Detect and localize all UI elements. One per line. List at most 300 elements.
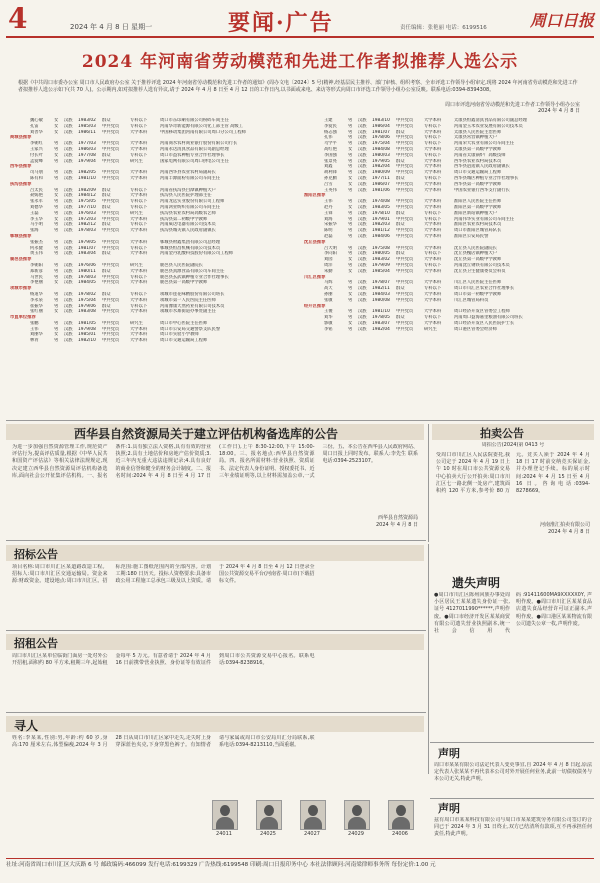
- xunren-text: 姓名:李某某,性别:男,年龄:约 60 岁,身高:170 厘米左右,体型偏瘦,2024 年 3 月 28 日从周口市川汇区家中走失,走失时上身穿深蓝色夹克,下身穿黑色裤子。有知情者请与家属或周口市公安局川汇分局联系,联系电话:0394-8213110,当面重谢。: [12, 735, 315, 749]
- candidate-cell: 河南沈丘钢铁有限公司技术员: [454, 262, 510, 268]
- candidate-cell: 河南荣大农业有限公司车间主任: [454, 141, 515, 147]
- photo-caption: 24027: [304, 831, 320, 837]
- candidate-cell: 1984/06: [372, 233, 390, 239]
- candidate-cell: 大学本科: [424, 245, 442, 251]
- candidate-cell: 郸城县恒昌机械有限公司技术员: [160, 245, 221, 251]
- candidate-cell: 专科以下: [130, 245, 148, 251]
- candidate-cell: 大学本科: [424, 233, 442, 239]
- candidate-cell: 女: [54, 152, 59, 158]
- candidate-cell: 1984/12: [78, 193, 96, 199]
- candidate-cell: 王磊: [30, 210, 39, 216]
- tender-title: 招标公告: [14, 548, 58, 561]
- candidate-cell: 李朝阳: [30, 262, 43, 268]
- page-header: [0, 0, 600, 38]
- candidate-cell: 男: [54, 239, 59, 245]
- candidate-cell: 专科以下: [424, 135, 442, 141]
- candidate-cell: 中共党员: [102, 158, 120, 164]
- candidate-cell: 群众: [102, 251, 111, 257]
- candidate-cell: 1976/06: [78, 262, 96, 268]
- candidate-cell: 1986/04: [372, 123, 390, 129]
- candidate-cell: 群众: [102, 193, 111, 199]
- candidate-cell: 汉族: [358, 251, 367, 257]
- candidate-cell: 1980/11: [78, 268, 96, 274]
- candidate-cell: 马辉: [324, 280, 333, 286]
- candidate-cell: 大学本科: [424, 164, 442, 170]
- candidate-cell: 汉族: [358, 233, 367, 239]
- candidate-cell: 大学本科: [424, 228, 442, 234]
- candidate-cell: 汉族: [64, 222, 73, 228]
- candidate-cell: 周口市益农种植专业合作社理事长: [160, 152, 225, 158]
- candidate-cell: 1984/08: [372, 146, 390, 152]
- candidate-cell: 中共党员: [396, 141, 414, 147]
- candidate-cell: 周口经济开发区管委会工程师: [454, 309, 510, 315]
- candidate-cell: 汉族: [64, 129, 73, 135]
- candidate-cell: 河南鸿业纺织有限公司车间主任: [160, 204, 221, 210]
- candidate-cell: 男: [348, 262, 353, 268]
- auction-text: 受周口市川汇区人民法院委托,我公司定于 2024 年 4 月 19 日上午 10 时在周口市公共资源交易中心拍卖大厅公开拍卖:周口市川汇区七一路北侧一处房产,建筑面积约 120 平方米,参考价 80 万元。竞买人须于 2024 年 4 月 18 日 17 时前交纳竞买保证金,并办理登记手续。标的展示时间:2024 年 4 月 15 日至 4 月 16 日。咨询电话:0394-8278669。: [436, 452, 590, 495]
- candidate-cell: 河南伟华实业有限公司车间主任: [454, 216, 515, 222]
- candidate-cell: 汉族: [64, 187, 73, 193]
- candidate-cell: 中共党员: [396, 187, 414, 193]
- candidate-cell: 专科以下: [424, 251, 442, 257]
- candidate-cell: 赵丹: [324, 204, 333, 210]
- candidate-cell: 群众: [102, 118, 111, 123]
- candidate-cell: 胡利锋: [324, 170, 337, 176]
- photo-caption: 24006: [392, 831, 408, 837]
- candidate-cell: 男: [348, 129, 353, 135]
- tender-title-band: [6, 545, 424, 561]
- candidate-cell: 中共党员: [102, 175, 120, 181]
- candidate-cell: 专科以下: [424, 175, 442, 181]
- candidate-cell: 大学本科: [424, 320, 442, 326]
- candidate-cell: 1981/06: [372, 187, 390, 193]
- candidate-cell: 1978/07: [372, 280, 390, 286]
- candidate-cell: 中共党员: [396, 199, 414, 205]
- candidate-cell: 大学本科: [130, 239, 148, 245]
- candidate-cell: 杨志强: [324, 129, 337, 135]
- candidate-cell: 魏心敏: [30, 118, 43, 123]
- candidate-cell: 女: [54, 193, 59, 199]
- missing-person-photo: [256, 800, 282, 830]
- issue-date: 2024 年 4 月 8 日 星期一: [70, 23, 153, 31]
- candidate-cell: 汉族: [358, 135, 367, 141]
- newspaper-logo: 周口日报: [530, 11, 595, 30]
- candidate-cell: 西华县农业农村局技术员: [454, 158, 502, 164]
- candidate-cell: 林青: [30, 338, 39, 344]
- candidate-cell: 中共党员: [102, 245, 120, 251]
- intro-text: 根据《中共周口市委办公室 周口市人民政府办公室 关于推荐评选 2024 年河南省劳动模范和先进工作者的通知》(周办文电〔2024〕5 号)精神,经基层民主推荐、部门审核、组织考察、全市评选工作领导小组审定,现将 2024 年河南省劳动模范和先进工作者拟推荐人选公示如下(共 70 人)。公示期内,如对拟推荐人选有异议,请于 2024 年 4 月 8 日至 4 月 12 日的工作日内,以书面或来电、来访等形式向周口市评选工作领导小组办公室反映。联系电话:0394-8394308。: [18, 80, 578, 93]
- candidate-cell: 1980/05: [372, 251, 390, 257]
- candidate-cell: 中共党员: [102, 216, 120, 222]
- candidate-cell: 李永泉: [30, 297, 43, 303]
- rent-title-band: [6, 634, 424, 650]
- candidate-cell: 男: [348, 228, 353, 234]
- candidate-cell: 专科以下: [424, 210, 442, 216]
- section-divider: [430, 798, 594, 799]
- candidate-cell: 1975/04: [372, 141, 390, 147]
- candidate-cell: 陈明: [324, 228, 333, 234]
- candidate-cell: 汉族: [64, 274, 73, 280]
- candidate-cell: 大学本科: [130, 332, 148, 338]
- candidate-cell: 1983/05: [372, 204, 390, 210]
- candidate-cell: 群众: [102, 222, 111, 228]
- candidate-cell: 李铭: [324, 326, 333, 332]
- candidate-cell: 1985/04: [372, 268, 390, 274]
- candidate-cell: 大学本科: [130, 193, 148, 199]
- candidate-cell: 女: [54, 118, 59, 123]
- xihua-title-band: [6, 424, 424, 440]
- candidate-cell: 周口市第一初级中学教师: [454, 291, 502, 297]
- candidate-cell: 项城市水寨街道办事处副主任: [160, 309, 216, 315]
- candidate-cell: 大学本科: [424, 297, 442, 303]
- candidate-cell: 中共党员: [102, 309, 120, 315]
- candidate-cell: 李朝红: [30, 141, 43, 147]
- xihua-text: 为进一步加强自然资源管理工作,规范资产评估行为,提高评估质量,根据《中华人民共和国资产评估法》等相关法律法规规定,现决定建立西华县自然资源局评估机构备选库,面向社会公开征集评估机构。一、报名条件:1.具有独立法人资格,具有有效的营业执照;2.具有土地估价和房地产估价资质;3.近三年内无重大违法违规记录;4.具有良好的商业信誉和健全的财务会计制度。二、报名时间:2024 年 4 月 8 日至 4 月 17 日(工作日),上午 8:30-12:00,下午 15:00-18:00。三、报名地点:西华县自然资源局。四、报名所需材料:营业执照、资质证书、法定代表人身份证明、授权委托书、近三年业绩证明等,以上材料需加盖公章,一式三份。五、本公告在西华县人民政府网站、周口日报上同时发布。联系人:李先生 联系电话:0394-2523107。: [12, 444, 418, 479]
- candidate-cell: 群众: [102, 152, 111, 158]
- candidate-cell: 群众: [102, 291, 111, 297]
- candidate-cell: 1975/05: [78, 199, 96, 205]
- candidate-cell: 大学本科: [424, 222, 442, 228]
- candidate-cell: 专科以下: [130, 204, 148, 210]
- candidate-cell: 淮阳区公安局民警: [454, 233, 489, 239]
- candidate-cell: 王锋: [324, 210, 333, 216]
- candidate-cell: 男: [348, 222, 353, 228]
- photo-caption: 24029: [348, 831, 364, 837]
- xihua-title: 西华县自然资源局关于建立评估机构备选库的公告: [74, 427, 339, 441]
- candidate-cell: 1979/05: [372, 158, 390, 164]
- column-divider: [428, 544, 429, 774]
- candidate-cell: 汉族: [358, 320, 367, 326]
- candidate-cell: 男: [348, 233, 353, 239]
- candidate-cell: 中共党员: [396, 118, 414, 123]
- candidate-cell: 中共党员: [102, 210, 120, 216]
- candidate-cell: 鹿邑县第一高级中学教师: [160, 280, 208, 286]
- candidate-cell: 大学本科: [130, 326, 148, 332]
- candidate-cell: 中共党员: [396, 297, 414, 303]
- candidate-cell: 项城市莲花味精股份有限公司班长: [160, 291, 225, 297]
- candidate-cell: 汉族: [358, 118, 367, 123]
- section-divider: [430, 742, 594, 743]
- candidate-cell: 群众: [396, 286, 405, 292]
- candidate-cell: 1979/01: [372, 216, 390, 222]
- candidate-cell: 男: [348, 199, 353, 205]
- candidate-cell: 1983/02: [78, 118, 96, 123]
- region-heading: 项城市推荐: [10, 286, 32, 292]
- candidate-cell: 西华县第一高级中学教师: [454, 181, 502, 187]
- candidate-cell: 汉族: [358, 222, 367, 228]
- candidate-cell: 男: [54, 297, 59, 303]
- candidate-list-left: [10, 118, 296, 418]
- candidate-cell: 中共党员: [102, 262, 120, 268]
- candidate-cell: 张永军: [30, 199, 43, 205]
- candidate-cell: 大学本科: [130, 216, 148, 222]
- candidate-cell: 鹿邑县人民医院副院长: [160, 262, 203, 268]
- candidate-cell: 男: [54, 141, 59, 147]
- candidate-cell: 崔振华: [30, 303, 43, 309]
- candidate-cell: 1974/08: [372, 199, 390, 205]
- candidate-cell: 河南金丹乳酸科技股份有限公司工程师: [160, 251, 234, 257]
- candidate-cell: 汉族: [64, 146, 73, 152]
- candidate-cell: 1982/10: [78, 338, 96, 344]
- candidate-cell: 汉族: [358, 146, 367, 152]
- candidate-cell: 1981/05: [78, 320, 96, 326]
- candidate-cell: 大学本科: [130, 251, 148, 257]
- candidate-cell: 大学本科: [424, 187, 442, 193]
- candidate-cell: 中共党员: [396, 291, 414, 297]
- candidate-cell: 淮阳区第一高级中学教师: [454, 204, 502, 210]
- candidate-cell: 女: [54, 332, 59, 338]
- candidate-cell: 大学本科: [130, 228, 148, 234]
- candidate-cell: 河南华奇新能源有限公司化工部主管 高级工: [160, 123, 244, 129]
- candidate-cell: 1986/07: [372, 181, 390, 187]
- candidate-cell: 汉族: [64, 158, 73, 164]
- candidate-cell: 西华县城区种植专业合作社理事长: [454, 175, 519, 181]
- candidate-cell: 汉族: [358, 326, 367, 332]
- region-heading: 沈丘县推荐: [304, 239, 326, 245]
- candidate-cell: 大学本科: [424, 291, 442, 297]
- candidate-cell: 汉族: [64, 326, 73, 332]
- candidate-cell: 群众: [396, 129, 405, 135]
- rent-text: 周口市川汇区某单位临街门面房一处对外公开招租,面积约 80 平方米,租期三年,起始租金每年 5 万元。有意者请于 2024 年 4 月 16 日前携带营业执照、身份证等有效证件到周口市公共资源交易中心报名。联系电话:0394-8238916。: [12, 653, 315, 667]
- candidate-cell: 汉族: [358, 170, 367, 176]
- candidate-cell: 1982/03: [372, 222, 390, 228]
- candidate-cell: 女: [54, 129, 59, 135]
- candidate-cell: 大学本科: [424, 170, 442, 176]
- xunren-title-band: [6, 716, 424, 732]
- candidate-cell: 群众: [102, 187, 111, 193]
- candidate-cell: 杨道华: [30, 291, 43, 297]
- candidate-cell: 汉族: [64, 152, 73, 158]
- candidate-cell: 1977/08: [78, 152, 96, 158]
- candidate-cell: 中共党员: [102, 141, 120, 147]
- candidate-cell: 中共党员: [102, 338, 120, 344]
- candidate-cell: 中共党员: [396, 170, 414, 176]
- candidate-cell: 1986/03: [78, 146, 96, 152]
- candidate-cell: 陈有和: [30, 175, 43, 181]
- candidate-cell: 中共党员: [102, 170, 120, 176]
- candidate-cell: 李玉华: [30, 216, 43, 222]
- candidate-cell: 男: [54, 291, 59, 297]
- section-divider: [6, 420, 594, 421]
- candidate-cell: 郸城县财鑫集团有限公司总经理: [160, 239, 221, 245]
- candidate-cell: 川汇区城管局科员: [454, 297, 489, 303]
- candidate-cell: 大学本科: [130, 141, 148, 147]
- candidate-cell: 沈丘县第一高级中学教师: [454, 257, 502, 263]
- candidate-cell: 大学本科: [424, 146, 442, 152]
- region-heading: 市直单位推荐: [10, 315, 36, 321]
- candidate-cell: 汉族: [358, 129, 367, 135]
- candidate-cell: 群众: [102, 204, 111, 210]
- candidate-cell: 女: [54, 123, 59, 129]
- candidate-cell: 大学本科: [424, 204, 442, 210]
- candidate-cell: 汉族: [64, 141, 73, 147]
- candidate-cell: 中共党员: [102, 228, 120, 234]
- candidate-cell: 张敏: [324, 297, 333, 303]
- candidate-cell: 国家电网有限公司周口供电公司主任: [160, 158, 229, 164]
- notice1-title: 声明: [438, 747, 460, 760]
- candidate-cell: 1981/07: [372, 129, 390, 135]
- candidate-row: [10, 338, 296, 344]
- candidate-cell: 汉族: [358, 268, 367, 274]
- candidate-cell: 女: [348, 204, 353, 210]
- candidate-cell: 赵磊: [324, 233, 333, 239]
- candidate-cell: 大学本科: [130, 268, 148, 274]
- candidate-cell: 汉族: [64, 262, 73, 268]
- candidate-cell: 鹿邑县玄武镇种植专业合作社理事长: [160, 274, 229, 280]
- region-heading: 淮阳区推荐: [304, 193, 326, 199]
- candidate-cell: 1981/10: [372, 309, 390, 315]
- candidate-cell: 司马朋: [30, 170, 43, 176]
- xihua-signature: 西华县自然资源局 2024 年 4 月 8 日: [375, 515, 418, 528]
- candidate-cell: 汉族: [358, 158, 367, 164]
- candidate-cell: 专科以下: [424, 262, 442, 268]
- candidate-cell: 女: [54, 309, 59, 315]
- candidate-cell: 群众: [102, 268, 111, 274]
- candidate-cell: 张鹏: [30, 320, 39, 326]
- candidate-cell: 中共党员: [396, 268, 414, 274]
- candidate-cell: 研究生: [130, 158, 143, 164]
- candidate-cell: 周口市交通运输局工程师: [454, 170, 502, 176]
- candidate-cell: 马小明: [30, 222, 43, 228]
- photo-caption: 24025: [260, 831, 276, 837]
- candidate-cell: 河南龙远实业股份有限公司工程师: [160, 199, 225, 205]
- candidate-cell: 男: [54, 204, 59, 210]
- candidate-cell: 1983/08: [78, 309, 96, 315]
- candidate-cell: 周口市东印刷有限公司粉碎车间主任: [160, 118, 229, 123]
- candidate-cell: 男: [54, 187, 59, 193]
- section-divider: [6, 630, 426, 631]
- candidate-cell: 中共党员: [396, 204, 414, 210]
- auction-title: 拍卖公告: [480, 427, 524, 440]
- candidate-cell: 1978/06: [372, 135, 390, 141]
- candidate-cell: 专科以下: [424, 123, 442, 129]
- candidate-cell: 刘园: [324, 257, 333, 263]
- candidate-cell: 男: [348, 118, 353, 123]
- candidate-cell: 女: [54, 216, 59, 222]
- candidate-cell: 周口市中心医院主任医师: [160, 320, 208, 326]
- candidate-cell: 1982/09: [78, 187, 96, 193]
- candidate-cell: 汉族: [64, 170, 73, 176]
- candidate-cell: 扶沟县人民医院护理部主任: [160, 193, 212, 199]
- candidate-cell: 中共党员: [396, 228, 414, 234]
- candidate-cell: 大学本科: [424, 181, 442, 187]
- candidate-cell: 男: [54, 146, 59, 152]
- candidate-cell: 1982/12: [78, 222, 96, 228]
- candidate-cell: 河南威达电器有限公司技术员: [160, 222, 216, 228]
- notice2-title: 声明: [438, 802, 460, 815]
- candidate-cell: 张振杰: [30, 239, 43, 245]
- candidate-cell: 淮阳区新站镇种植大户: [454, 210, 497, 216]
- candidate-cell: 1978/03: [78, 274, 96, 280]
- candidate-cell: 刘善华: [30, 129, 43, 135]
- candidate-cell: 男: [54, 210, 59, 216]
- candidate-cell: 西华县逍遥镇人民政府副镇长: [454, 164, 510, 170]
- candidate-cell: 汉族: [64, 199, 73, 205]
- candidate-cell: 1979/06: [78, 303, 96, 309]
- candidate-cell: 中共党员: [396, 320, 414, 326]
- candidate-cell: 中共党员: [102, 280, 120, 286]
- candidate-cell: 1977/10: [78, 204, 96, 210]
- candidate-cell: 1975/04: [78, 297, 96, 303]
- candidate-cell: 郭敏: [324, 320, 333, 326]
- candidate-cell: 汉族: [64, 123, 73, 129]
- region-heading: 商城县推荐: [10, 135, 32, 141]
- candidate-cell: 刘鑫: [324, 164, 333, 170]
- candidate-cell: 专科以下: [424, 152, 442, 158]
- missing-person-photo: [344, 800, 370, 830]
- candidate-cell: 汉族: [64, 204, 73, 210]
- candidate-cell: 汉族: [358, 286, 367, 292]
- lost-title: 遗失声明: [452, 576, 501, 590]
- rent-title: 招租公告: [14, 637, 58, 650]
- candidate-cell: 男: [348, 141, 353, 147]
- candidate-cell: 刘华: [324, 315, 333, 321]
- candidate-cell: 汉族: [358, 280, 367, 286]
- candidate-cell: 刘海: [324, 216, 333, 222]
- candidate-cell: 群众: [396, 251, 405, 257]
- candidate-cell: 中共党员: [396, 216, 414, 222]
- candidate-cell: 何永健: [30, 245, 43, 251]
- candidate-cell: 中共党员: [396, 152, 414, 158]
- candidate-cell: 男: [54, 199, 59, 205]
- candidate-cell: 男: [54, 251, 59, 257]
- candidate-cell: 1982/04: [372, 164, 390, 170]
- candidate-cell: 男: [348, 251, 353, 257]
- candidate-cell: 1983/10: [372, 118, 390, 123]
- candidate-cell: 中共党员: [102, 297, 120, 303]
- column-divider: [428, 424, 429, 542]
- candidate-cell: 周口市交通运输局工程师: [160, 338, 208, 344]
- notice2-text: 兹有周口市某某科技有限公司与周口市某某建筑劳务有限公司签订的合同已于 2024 年 3 月 31 日终止,双方已结清所有款项,互不再承担任何责任,特此声明。: [434, 817, 592, 838]
- candidate-cell: 男: [348, 187, 353, 193]
- candidate-cell: 1979/08: [78, 326, 96, 332]
- candidate-cell: 女: [348, 181, 353, 187]
- candidate-cell: 男: [54, 262, 59, 268]
- candidate-cell: 孔伟: [324, 135, 333, 141]
- candidate-cell: 专科以下: [424, 141, 442, 147]
- candidate-cell: 周口市川汇区农业合作社理事长: [454, 286, 515, 292]
- candidate-cell: 男: [54, 245, 59, 251]
- candidate-cell: 男: [348, 210, 353, 216]
- candidate-cell: 大学本科: [424, 309, 442, 315]
- candidate-cell: 女: [348, 146, 353, 152]
- candidate-cell: 周口市公安局交通警察支队民警: [160, 326, 221, 332]
- section-divider: [6, 712, 426, 713]
- candidate-cell: 专科以下: [424, 216, 442, 222]
- candidate-cell: 汉族: [64, 320, 73, 326]
- candidate-cell: 汉族: [358, 216, 367, 222]
- candidate-cell: 男: [348, 297, 353, 303]
- candidate-cell: 1980/08: [372, 297, 390, 303]
- region-heading: 扶沟县推荐: [10, 181, 32, 187]
- candidate-cell: 中共党员: [396, 326, 414, 332]
- candidate-cell: 中共党员: [102, 326, 120, 332]
- candidate-cell: 女: [54, 280, 59, 286]
- candidate-cell: 河南丰源面粉有限公司车间主任: [160, 175, 221, 181]
- candidate-cell: 男: [348, 280, 353, 286]
- candidate-cell: 大学本科: [424, 199, 442, 205]
- candidate-cell: 1985/01: [78, 332, 96, 338]
- candidate-cell: 1982/04: [372, 326, 390, 332]
- candidate-cell: 中共党员: [102, 239, 120, 245]
- candidate-cell: 专科以下: [130, 152, 148, 158]
- candidate-cell: 孙丽: [324, 291, 333, 297]
- intro-signature: 周口市评选河南省劳动模范和先进工作者工作领导小组办公室 2024 年 4 月 8 日: [444, 102, 580, 114]
- candidate-cell: 1984/05: [78, 280, 96, 286]
- candidate-cell: 群众: [396, 175, 405, 181]
- auction-title-band: [432, 424, 594, 440]
- header-divider: [6, 36, 594, 38]
